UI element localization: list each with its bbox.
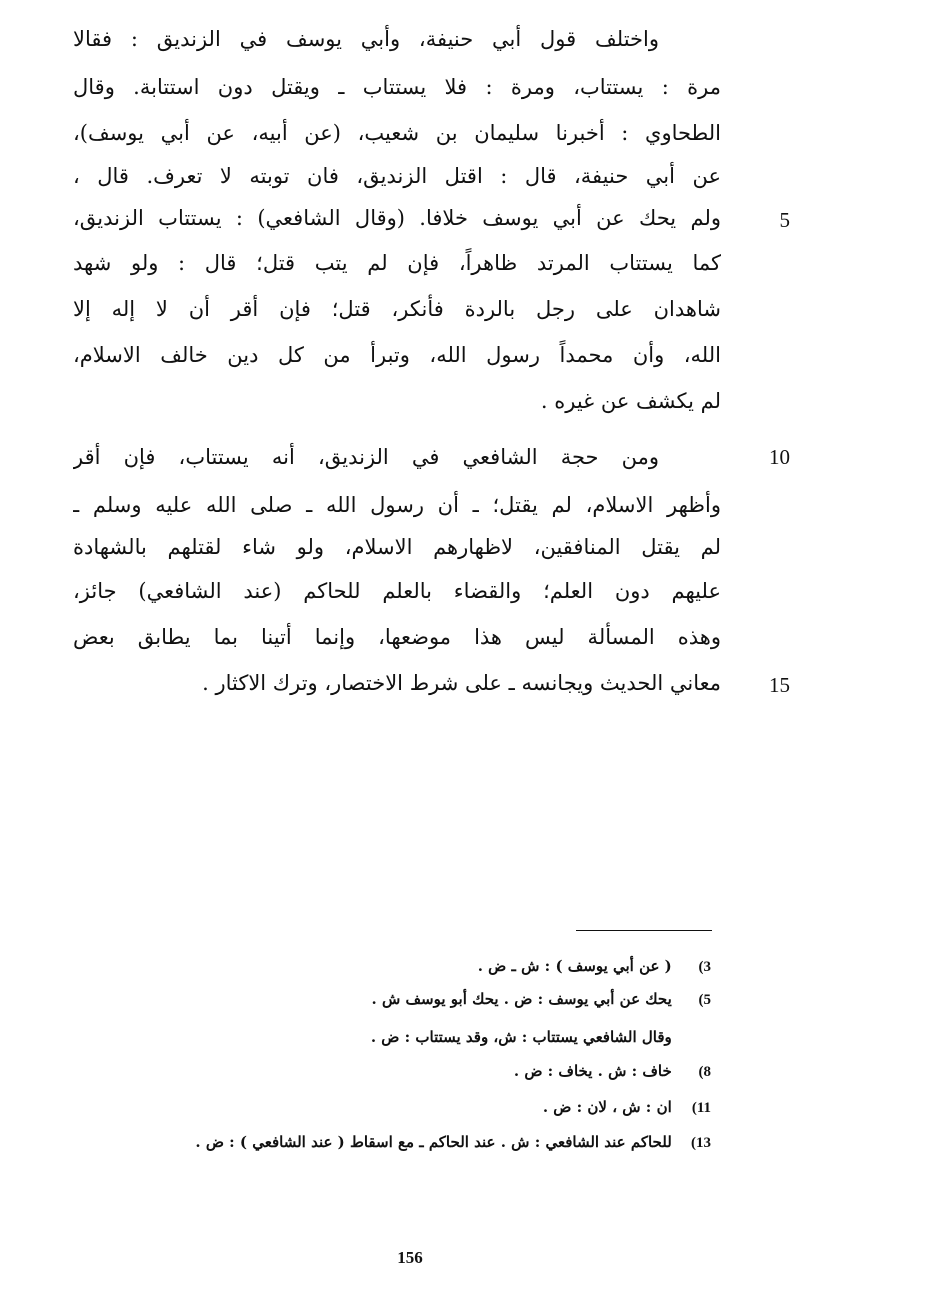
line-number-10: 10 <box>769 445 790 469</box>
text-line-12: لم يقتل المنافقين، لاظهارهم الاسلام، ولو شاء لقتلهم بالشهادة <box>73 535 721 559</box>
footnote-separator <box>576 930 712 931</box>
text-line-10: ومن حجة الشافعي في الزنديق، أنه يستتاب، فإن أقر <box>73 445 659 469</box>
text-line-4: عن أبي حنيفة، قال : اقتل الزنديق، فان توبته لا تعرف. قال ، <box>73 164 721 188</box>
footnote-number: 13) <box>691 1135 711 1151</box>
footnote-text: ( عن أبي يوسف ) : ش ـ ض . <box>477 957 672 975</box>
text-line-1: واختلف قول أبي حنيفة، وأبي يوسف في الزنديق : فقالا <box>73 27 659 51</box>
footnote-number: 11) <box>691 1100 711 1116</box>
footnote-text: وقال الشافعي يستتاب : ش، وقد يستتاب : ض . <box>370 1028 672 1046</box>
text-line-2: مرة : يستتاب، ومرة : فلا يستتاب ـ ويقتل دون استتابة. وقال <box>73 75 721 99</box>
text-line-5: ولم يحك عن أبي يوسف خلافا. (وقال الشافعي) : يستتاب الزنديق، <box>73 206 721 230</box>
footnote-5 <box>372 986 711 1013</box>
footnote-text: للحاكم عند الشافعي : ش . عند الحاكم ـ مع اسقاط ( عند الشافعي ) : ض . <box>195 1133 672 1151</box>
text-line-15: معاني الحديث ويجانسه ـ على شرط الاختصار، وترك الاكثار . <box>202 671 721 695</box>
line-number-15: 15 <box>769 673 790 697</box>
footnote-8 <box>514 1058 711 1085</box>
footnote-number: 3) <box>698 959 711 975</box>
footnote-number: 5) <box>698 992 711 1008</box>
text-line-3: الطحاوي : أخبرنا سليمان بن شعيب، (عن أبيه، عن أبي يوسف)، <box>73 121 721 145</box>
footnote-13 <box>71 1127 711 1158</box>
page-number: 156 <box>397 1248 423 1267</box>
text-line-13: عليهم دون العلم؛ والقضاء بالعلم للحاكم (عند الشافعي) جائز، <box>73 579 721 603</box>
footnote-number: 8) <box>698 1064 711 1080</box>
text-line-9: لم يكشف عن غيره . <box>540 389 721 413</box>
text-line-6: كما يستتاب المرتد ظاهراً، فإن لم يتب قتل؛ قال : ولو شهد <box>73 251 721 275</box>
line-number-5: 5 <box>779 208 790 232</box>
text-line-11: وأظهر الاسلام، لم يقتل؛ ـ أن رسول الله ـ صلى الله عليه وسلم ـ <box>73 493 721 517</box>
footnote-text: خاف : ش . يخاف : ض . <box>513 1062 672 1080</box>
footnote-text: يحك عن أبي يوسف : ض . يحك أبو يوسف ش . <box>371 990 672 1008</box>
text-line-14: وهذه المسألة ليس هذا موضعها، وإنما أتينا بما يطابق بعض <box>73 625 721 649</box>
text-line-8: الله، وأن محمداً رسول الله، وتبرأ من كل دين خالف الاسلام، <box>73 343 721 367</box>
footnote-text: ان : ش ، لان : ض . <box>542 1098 672 1116</box>
footnote-3 <box>478 953 711 980</box>
footnote-11 <box>543 1094 711 1121</box>
footnote-5-continued <box>371 1024 711 1050</box>
text-line-7: شاهدان على رجل بالردة فأنكر، قتل؛ فإن أقر أن لا إله إلا <box>73 297 721 321</box>
